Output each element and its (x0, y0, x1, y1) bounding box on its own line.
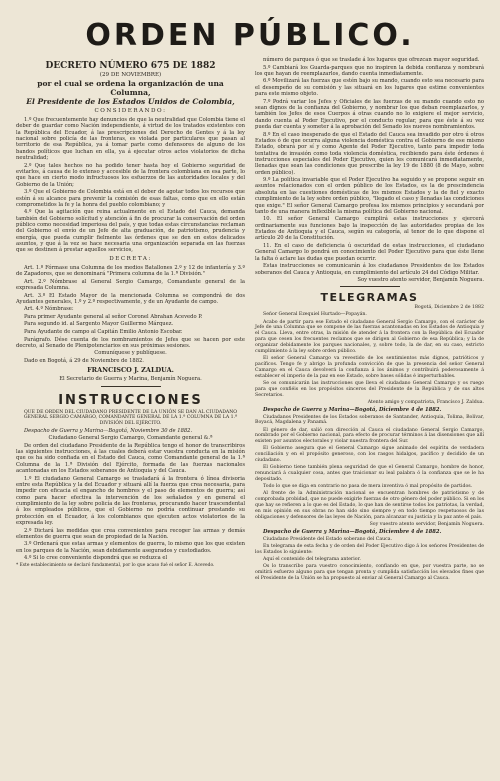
instruction-2: 2.º Dictará las medidas que crea convenientes para recoger las armas y demás elementos de guerra que sean de propiedad de la Nación. (16, 527, 245, 540)
considerando-heading: CONSIDERANDO: (94, 108, 167, 114)
instruction-9: 9.º La política invariable que el Poder Ejecutivo ha seguido y se propone seguir en asuntos relacionados con el orden público de los Estados, es la de prescindencia absoluta en las cuestiones domésticas de los mismos Estados y la de fiel y exacto cumplimiento de la ley sobre orden público, "llegado el caso y llenadas las condiciones que exige." El señor General Camargo profesa los mismos principios y secundará por tanto de una manera inflexible la misma política del Gobierno nacional. (255, 177, 484, 215)
instruction-1: 1.º El ciudadano General Camargo se trasladará á la frontera ó línea divisoria entre esta República y la del Ecuador y situará allí la fuerza que crea necesaria, para impedir con eficacia el engancho de hombres y el paso de elementos de guerra; así como para hacer efectiva la intervención de los señalados y en general el cumplimiento de la ley sobre policía de las fronteras, procurando hacer trascendental á los empleados públicos, que el Gobierno no podría continuar prestando su protección en el Ecuador, á los colombianos que ejecuten actos violatorios de la expresada ley. (16, 475, 245, 526)
dispatch-3-heading: Despacho de Guerra y Marina—Bogotá, Diciembre 4 de 1882. (263, 529, 442, 536)
dispatch-2-signature: Soy vuestro atento servidor, Benjamín Noguera. (369, 522, 484, 528)
article-4-a: Para primer Ayudante general al señor Coronel Abrahan Acevedo P. (24, 313, 203, 320)
signature-president: FRANCISCO J. ZALDUA. (87, 366, 174, 375)
article-4-c: Para Ayudante de campo al Capitán Emilio Antonio Escobar. (24, 329, 183, 335)
telegram-1-addressee: Señor General Ezequiel Hurtado—Popayán. (263, 312, 367, 318)
dispatch-2-body-4: Todo lo que se diga en contrario no pasa de mera inventiva ó mal propósito de partidos. (263, 484, 473, 490)
instruction-10: 10. El señor General Camargo cumplirá estas instrucciones y ejercerá ordinariamente sus funciones bajo la inspección de las autoridades propias de los Estados de Antioquia y el Cauca, según su categoría, al tenor de lo que dispone el artículo 20 de la Constitución. (255, 216, 484, 242)
clause-4: 4.º Que la agitación que reina actualmente en el Estado del Cauca, demanda también del Gobierno solícitud y atención á fin de procurar la conservación del orden público como necesidad imperiosa del país, y que todas estas circunstancias reclaman del Gobierno el envío de un Jefe de alta graduación, de patriotismo, prudencia y energía, que pueda cumplir fielmente las órdenes que se den en estos delicados asuntos, y que á la vez se hace necesaria una organización separada en las fuerzas que se destinen á prestar aquellos servicios, (16, 209, 245, 254)
instruction-4-cont: número de parques ó que se traslade á los lugares que ofrezcan mayor seguridad. (263, 57, 480, 63)
masthead-title: ORDEN PÚBLICO. (85, 18, 415, 53)
dispatch-3-body-1: En telegrama de esta fecha y de orden del Poder Ejecutivo digo á los señores Presidentes de los Estados lo siguiente: (255, 543, 484, 555)
clause-3: 3.º Que el Gobierno de Colombia está en el deber de agotar todos los recursos que estén á su alcance para prevenir la comisión de esas faltas, como que en ello están comprometidos la fe y la honra del pueblo colombiano; y (16, 189, 245, 208)
decreta-heading: DECRETA: (109, 255, 152, 262)
dispatch-3-body-3: Os lo transcribo para vuestro conocimiento, confiando en que, por vuestra parte, no se omitirá esfuerzo alguno para que tengan pronta y cumplida satisfacción los elevados fines que el Presidente de la Unión se ha propuesto al enviar al General Camargo al Cauca. (255, 563, 484, 581)
left-column (16, 57, 245, 583)
paragraph-clause: Parágrafo. Dése cuenta de los nombramientos de Jefes que se hacen por este decreto, al Senado de Plenipotenciarios en sus próximas sesiones. (16, 336, 245, 349)
decree-date: (29 DE NOVIEMBRE) (99, 72, 162, 78)
dispatch-2-body-1: El género de dar, salió con dirección al Cauca el ciudadano General Sergio Camargo, nombrado por el Gobierno nacional, para efecto de procurar términos á las disensiones que allí existen por asuntos electorales y violar nuestra frontera del Sur. (255, 427, 484, 445)
dispatch-line: Despacho de Guerra y Marina—Bogotá, Noviembre 30 de 1882. (24, 427, 193, 434)
telegram-1-signature: Atento amigo y compatriota, Francisco J. Zaldua. (367, 399, 484, 405)
columns (16, 57, 484, 583)
article-3: Art. 3.º El Estado Mayor de la mencionada Columna se compondrá de dos Ayudantes generales, 1.º y 2.º respectivamente, y de un Ayudante de campo. (16, 292, 245, 305)
dispatch-3-addressee: Ciudadano Presidente del Estado soberano del Cauca. (263, 536, 393, 542)
given-line: Dado en Bogotá, á 29 de Noviembre de 1882. (24, 357, 144, 364)
instruction-signature: Soy vuestro atento servidor, Benjamín Noguera. (357, 277, 484, 284)
article-1: Art. 1.º Fórmase una Columna de los medios Batallones 2.º y 12 de infantería y 3.º de Zapadores, que se denominará "Primera columna de la 1.ª División." (16, 264, 245, 278)
telegram-1-date: Bogotá, Diciembre 2 de 1882 (414, 305, 484, 311)
telegram-1-body-1: Acabo de partir para ese Estado el ciudadano General Sergio Camargo, con el carácter de Jefe de una Columna que se compone de las fuerzas acantonadas en los Estados de Antioquia y el Cauca. Lleva, entre otras, la misión de atender á la frontera con la República del Ecuador para que cesen los frecuentes reclamos que se dirigen al Gobierno de esa República; y la de organizar debidamente los parques nacionales, y, sobre todo, la de dar, en su caso, estricto cumplimiento á la ley sobre orden público. (255, 319, 484, 355)
addressee-line: Ciudadano General Sergio Camargo, Comandante general &.ª (48, 435, 213, 442)
instruction-intro: De orden del ciudadano Presidente de la República tengo el honor de transcribiros las siguientes instrucciones, á las cuales deberá estar vuestra conducta en la misión que os ha sido confiada en el Estado del Cauca, como Comandante general de la 1.ª Columna de la 1.ª División del Ejército, formada de las fuerzas nacionales acantonadas en los Estados soberanos de Antioquia y del Cauca. (16, 442, 245, 475)
dispatch-2-heading: Despacho de Guerra y Marina—Bogotá, Diciembre 4 de 1882. (263, 407, 442, 413)
signature-secretary: El Secretario de Guerra y Marina, Benjamín Noguera. (59, 376, 202, 383)
decree-title: DECRETO NÚMERO 675 DE 1882 (45, 61, 216, 71)
instruction-6: 6.º Movilizará las fuerzas que estén bajo su mando, cuando esto sea necesario para el desempeño de su comisión y las situará en los lugares que estime convenientes para este mismo objeto. (255, 78, 484, 98)
instruction-3: 3.º Ordenará que estas armas y elementos de guerra, lo mismo que los que existen en los parques de la Nación, sean debidamente asegurados y custodiados. (16, 541, 245, 554)
telegram-1-body-3: Se os comunicarán las instrucciones que lleva el ciudadano General Camargo y os ruego para que confiéis en los propósitos sinceros del Presidente de la República y de sus altos Secretarios. (255, 381, 484, 398)
instruction-5: 5.º Cambiará los Guarda-parques que no inspiren la debida confianza y nombrará los que hayan de reemplazarlos, dando cuenta inmediatamente. (255, 64, 484, 77)
dispatch-3-body-2: Aquí el contenido del telegrama anterior. (263, 556, 361, 562)
footnote: * Este establecimiento se declaró fundamental, por lo que acaso fué el señor E. Acevedo. (16, 562, 215, 568)
right-column (255, 57, 484, 583)
dispatch-2-body-2: El Gobierno asegura que el General Camargo sigue animado del espíritu de verdadera conciliación y en el propósito generoso, con los rasgos hidalgos, pacífico y decidido de un ciudadano. (255, 446, 484, 464)
instruction-closing: Estas instrucciones se comunicarán á los ciudadanos Presidentes de los Estados soberanos del Cauca y Antioquia, en cumplimiento del artículo 24 del Código Militar. (255, 263, 484, 276)
article-2: Art. 2.º Nómbrase al General Sergio Camargo, Comandante general de la expresada Columna. (16, 278, 245, 291)
telegram-1-body-2: El señor General Camargo va revestido de los sentimientos más dignos, patrióticos y pacíficos. Tengo fe y abrigo la profunda convicción de que la presencia del señor General Camargo en el Cauca devolverá la confianza á los ánimos y contribuirá poderosamente á establecer el imperio de la paz en ese Estado, sobre bases sólidas é imperturbables. (255, 356, 484, 379)
instruction-8: 8.º En el caso inesperado de que el Estado del Cauca sea invadido por otro ú otros Estados ó de que ocurra alguna violencia doméstica contra el Gobierno de ese mismo Estado, obrará por sí y como Agente del Poder Ejecutivo, tanto para impedir toda tentativa de invasión como toda violencia doméstica, recibiendo para éste órdenes é instrucciones especiales del Poder Ejecutivo, quien les comunicará inmediatamente, llenadas que sean las condiciones que prescribe la ley 19 de 1880 (8 de Mayo, sobre orden público). (255, 131, 484, 176)
dispatch-2-body-5: Al frente de la Administración nacional se encuentran hombres de patriotismo y de comprobada probidad, que no puede exigirle fuerzas de otro género del poder público. Si en los que hay se refieren a lo que es del Estado, lo que han de sentirse todos los patriotas, la verdad, en mis opinión en sus obras no han sido sino siempre y en todo tiempo respetuosos de las obligaciones y defensores de las leyes de Nación, para alcanzar su justicia y la paz ante el país. (255, 491, 484, 520)
instructions-subtitle: QUE DE ORDEN DEL CIUDADANO PRESIDENTE DE LA UNIÓN SE DAN AL CIUDADANO GENERAL SERGIO CAMARGO, COMANDANTE GENERAL DE LA 1.ª COLUMNA DE LA 1.ª DIVISIÓN DEL EJÉRCITO. (23, 409, 238, 426)
article-4: Art. 4.º Nómbrase: (24, 306, 74, 313)
instruction-11: 11. En el caso de deficiencia ú oscuridad de estas instrucciones, el ciudadano General Camargo lo pondrá en conocimiento del Poder Ejecutivo para que éste llene la falta ó aclare las dudas que puedan ocurrir. (255, 242, 484, 262)
instruction-4: 4.º Si lo cree conveniente dispondrá que se reduzca el (24, 555, 168, 562)
telegrams-title: TELEGRAMAS (320, 291, 419, 305)
clause-1: 1.º Que frecuentemente hay denuncios de que la neutralidad que Colombia tiene el deber de guardar como Nación independiente, á virtud de los tratados existentes con la República del Ecuador, á las prescripciones del Derecho de Gentes y á la ley nacional sobre policía de las fronteras, es violada por particulares que pasan al territorio de esa República, ya á tomar parte como defensores de alguno de los bandos políticos que luchan en ella, ya á ejecutar otros actos violatorios de dicha neutralidad; (16, 117, 245, 162)
article-4-b: Para segundo id. al Sargento Mayor Guillermo Márquez. (24, 321, 174, 328)
divider (340, 286, 400, 287)
clause-2: 2.º Que tales hechos no ha podido tener hasta hoy el Gobierno seguridad de evitarlos, á causa de lo extenso y accesible de la frontera colombiana en esa parte, lo que hace en cierto modo infructuosos los esfuerzos de las autoridades locales y del Gobierno de la Unión; (16, 162, 245, 188)
instructions-title: INSTRUCCIONES (58, 392, 203, 408)
divider (101, 386, 161, 387)
dispatch-2-addressee: Ciudadanos Presidentes de los Estados soberanos de Santander, Antioquia, Tolima, Bolívar, Boyacá, Magdalena y Panamá. (255, 414, 484, 426)
communicate-line: Comuníquese y publíquese. (94, 350, 167, 357)
instruction-7: 7.º Podrá variar los Jefes y Oficiales de las fuerzas de su mando cuando esto no sean dignos de la confianza del Gobierno, y nombrar los que deban reemplazarlos, y también los Jefes de esos Cuerpos á otras cuando no lo exigiere el mejor servicio, dando cuenta al Poder Ejecutivo, por el conducto regular, para que éste á su vez pueda dar cuenta y someter á la aprobación del Senado los nuevos nombramientos. (255, 98, 484, 130)
decree-issuer: El Presidente de los Estados Unidos de Colombia, (26, 97, 235, 106)
dispatch-2-body-3: El Gobierno tiene también plena seguridad de que el General Camargo, hombre de honor, renunciará á cualquier cosa, antes que traicionar su leal palabra ó la confianza que se le ha depositado. (255, 465, 484, 483)
decree-subtitle: por el cual se ordena la organización de una Columna, (37, 79, 224, 97)
